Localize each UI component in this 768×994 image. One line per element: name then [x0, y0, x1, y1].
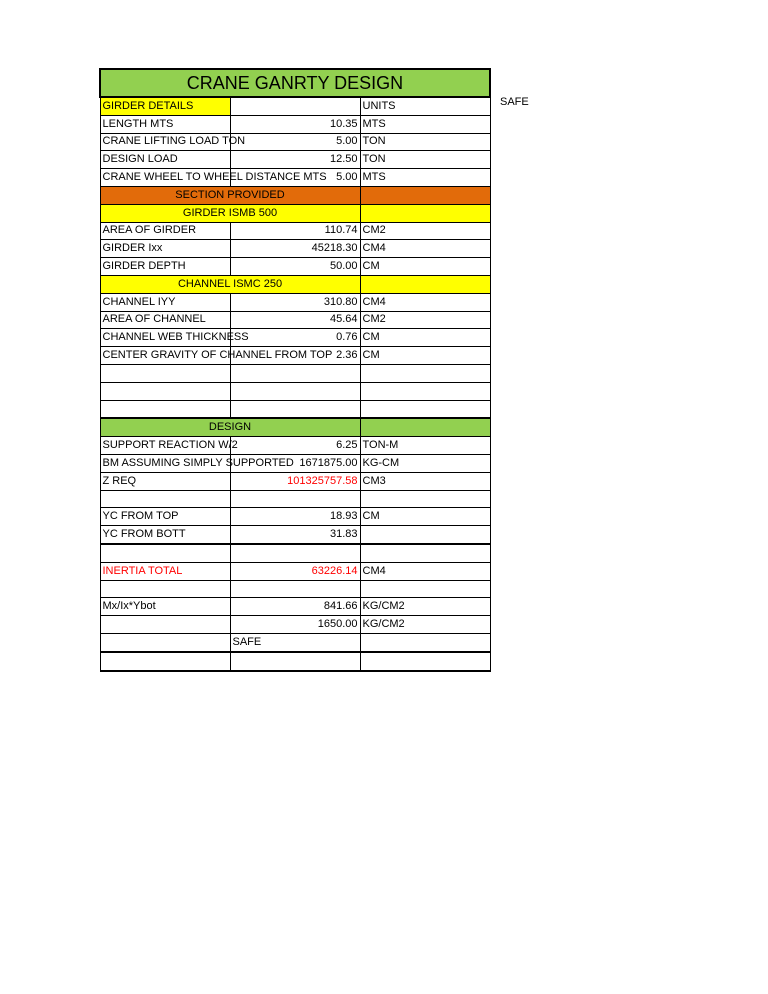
row-label: AREA OF GIRDER: [100, 222, 230, 240]
table-row: [100, 222, 490, 240]
row-value: 6.25: [230, 437, 360, 455]
row-label: CHANNEL IYY: [100, 293, 230, 311]
row-unit: TON-M: [360, 437, 490, 455]
table-row: [100, 633, 490, 651]
table-row: [100, 240, 490, 258]
row-label: BM ASSUMING SIMPLY SUPPORTED: [100, 454, 230, 472]
row-value: 12.50: [230, 151, 360, 169]
row-label: CRANE LIFTING LOAD TON: [100, 133, 230, 151]
row-label: Mx/Ix*Ybot: [100, 598, 230, 616]
table-row: [100, 347, 490, 365]
table-row: [100, 526, 490, 544]
row-unit: TON: [360, 133, 490, 151]
girder-details-header: GIRDER DETAILS: [100, 97, 230, 115]
crane-gantry-design-table: [99, 68, 491, 672]
table-row: [100, 293, 490, 311]
row-unit: MTS: [360, 115, 490, 133]
row-unit: KG-CM: [360, 454, 490, 472]
row-unit: CM: [360, 258, 490, 276]
inertia-total-value: 63226.14: [230, 562, 360, 580]
empty-row: [100, 580, 490, 598]
row-unit: CM3: [360, 472, 490, 490]
row-label: LENGTH MTS: [100, 115, 230, 133]
row-label: CENTER GRAVITY OF CHANNEL FROM TOP: [100, 347, 230, 365]
table-row: [100, 437, 490, 455]
row-unit: CM4: [360, 293, 490, 311]
units-header: UNITS: [360, 97, 490, 115]
table-row: [100, 115, 490, 133]
row-value: 10.35: [230, 115, 360, 133]
empty-row: [100, 382, 490, 400]
table-row: [100, 616, 490, 634]
row-unit: MTS: [360, 169, 490, 187]
row-label: AREA OF CHANNEL: [100, 311, 230, 329]
row-value: 1671875.00: [230, 454, 360, 472]
empty-cell: [360, 275, 490, 293]
table-row: [100, 508, 490, 526]
row-unit: CM: [360, 347, 490, 365]
table-row: [100, 472, 490, 490]
row-value: 310.80: [230, 293, 360, 311]
section-band: [100, 275, 490, 293]
empty-row: [100, 490, 490, 508]
row-unit: TON: [360, 151, 490, 169]
row-label: DESIGN LOAD: [100, 151, 230, 169]
title-row: [100, 69, 490, 97]
row-value: [230, 97, 360, 115]
table-row: [100, 97, 490, 115]
z-req-value: 101325757.58: [230, 472, 360, 490]
empty-cell: [360, 418, 490, 436]
safe-side-note: SAFE: [500, 96, 529, 108]
table-row: [100, 329, 490, 347]
row-value: 31.83: [230, 526, 360, 544]
row-unit: CM: [360, 329, 490, 347]
row-value: 2.36: [230, 347, 360, 365]
row-unit: CM2: [360, 311, 490, 329]
allowable-stress-value: 1650.00: [230, 616, 360, 634]
section-band: [100, 204, 490, 222]
table-row: [100, 133, 490, 151]
row-value: 841.66: [230, 598, 360, 616]
row-value: 0.76: [230, 329, 360, 347]
girder-section-label: GIRDER ISMB 500: [100, 204, 360, 222]
row-label: [100, 616, 230, 634]
row-unit: CM: [360, 508, 490, 526]
table-row: [100, 151, 490, 169]
table-row: [100, 454, 490, 472]
empty-cell: [360, 186, 490, 204]
row-value: 45218.30: [230, 240, 360, 258]
channel-section-label: CHANNEL ISMC 250: [100, 275, 360, 293]
row-unit: CM2: [360, 222, 490, 240]
row-label: GIRDER Ixx: [100, 240, 230, 258]
table-row: [100, 562, 490, 580]
section-band: [100, 418, 490, 436]
row-value: 18.93: [230, 508, 360, 526]
row-unit: [360, 633, 490, 651]
section-provided-label: SECTION PROVIDED: [100, 186, 360, 204]
row-label: CHANNEL WEB THICKNESS: [100, 329, 230, 347]
row-value: 50.00: [230, 258, 360, 276]
row-unit: CM4: [360, 240, 490, 258]
row-value: 5.00: [230, 169, 360, 187]
empty-row: [100, 364, 490, 382]
row-label: SUPPORT REACTION W/2: [100, 437, 230, 455]
empty-cell: [360, 204, 490, 222]
row-label: YC FROM TOP: [100, 508, 230, 526]
table-row: [100, 258, 490, 276]
row-unit: [360, 526, 490, 544]
row-value: 45.64: [230, 311, 360, 329]
empty-row: [100, 400, 490, 418]
row-unit: KG/CM2: [360, 598, 490, 616]
row-unit: KG/CM2: [360, 616, 490, 634]
sheet-title: CRANE GANRTY DESIGN: [100, 69, 490, 97]
empty-row: [100, 544, 490, 562]
safe-result: SAFE: [230, 633, 360, 651]
row-label: GIRDER DEPTH: [100, 258, 230, 276]
row-label: YC FROM BOTT: [100, 526, 230, 544]
section-band: [100, 186, 490, 204]
row-label: [100, 633, 230, 651]
row-value: 110.74: [230, 222, 360, 240]
table-row: [100, 598, 490, 616]
row-label: Z REQ: [100, 472, 230, 490]
row-label: CRANE WHEEL TO WHEEL DISTANCE MTS: [100, 169, 230, 187]
inertia-total-label: INERTIA TOTAL: [100, 562, 230, 580]
table-row: [100, 311, 490, 329]
empty-row: [100, 652, 490, 671]
design-label: DESIGN: [100, 418, 360, 436]
table-row: [100, 169, 490, 187]
row-value: 5.00: [230, 133, 360, 151]
row-unit: CM4: [360, 562, 490, 580]
